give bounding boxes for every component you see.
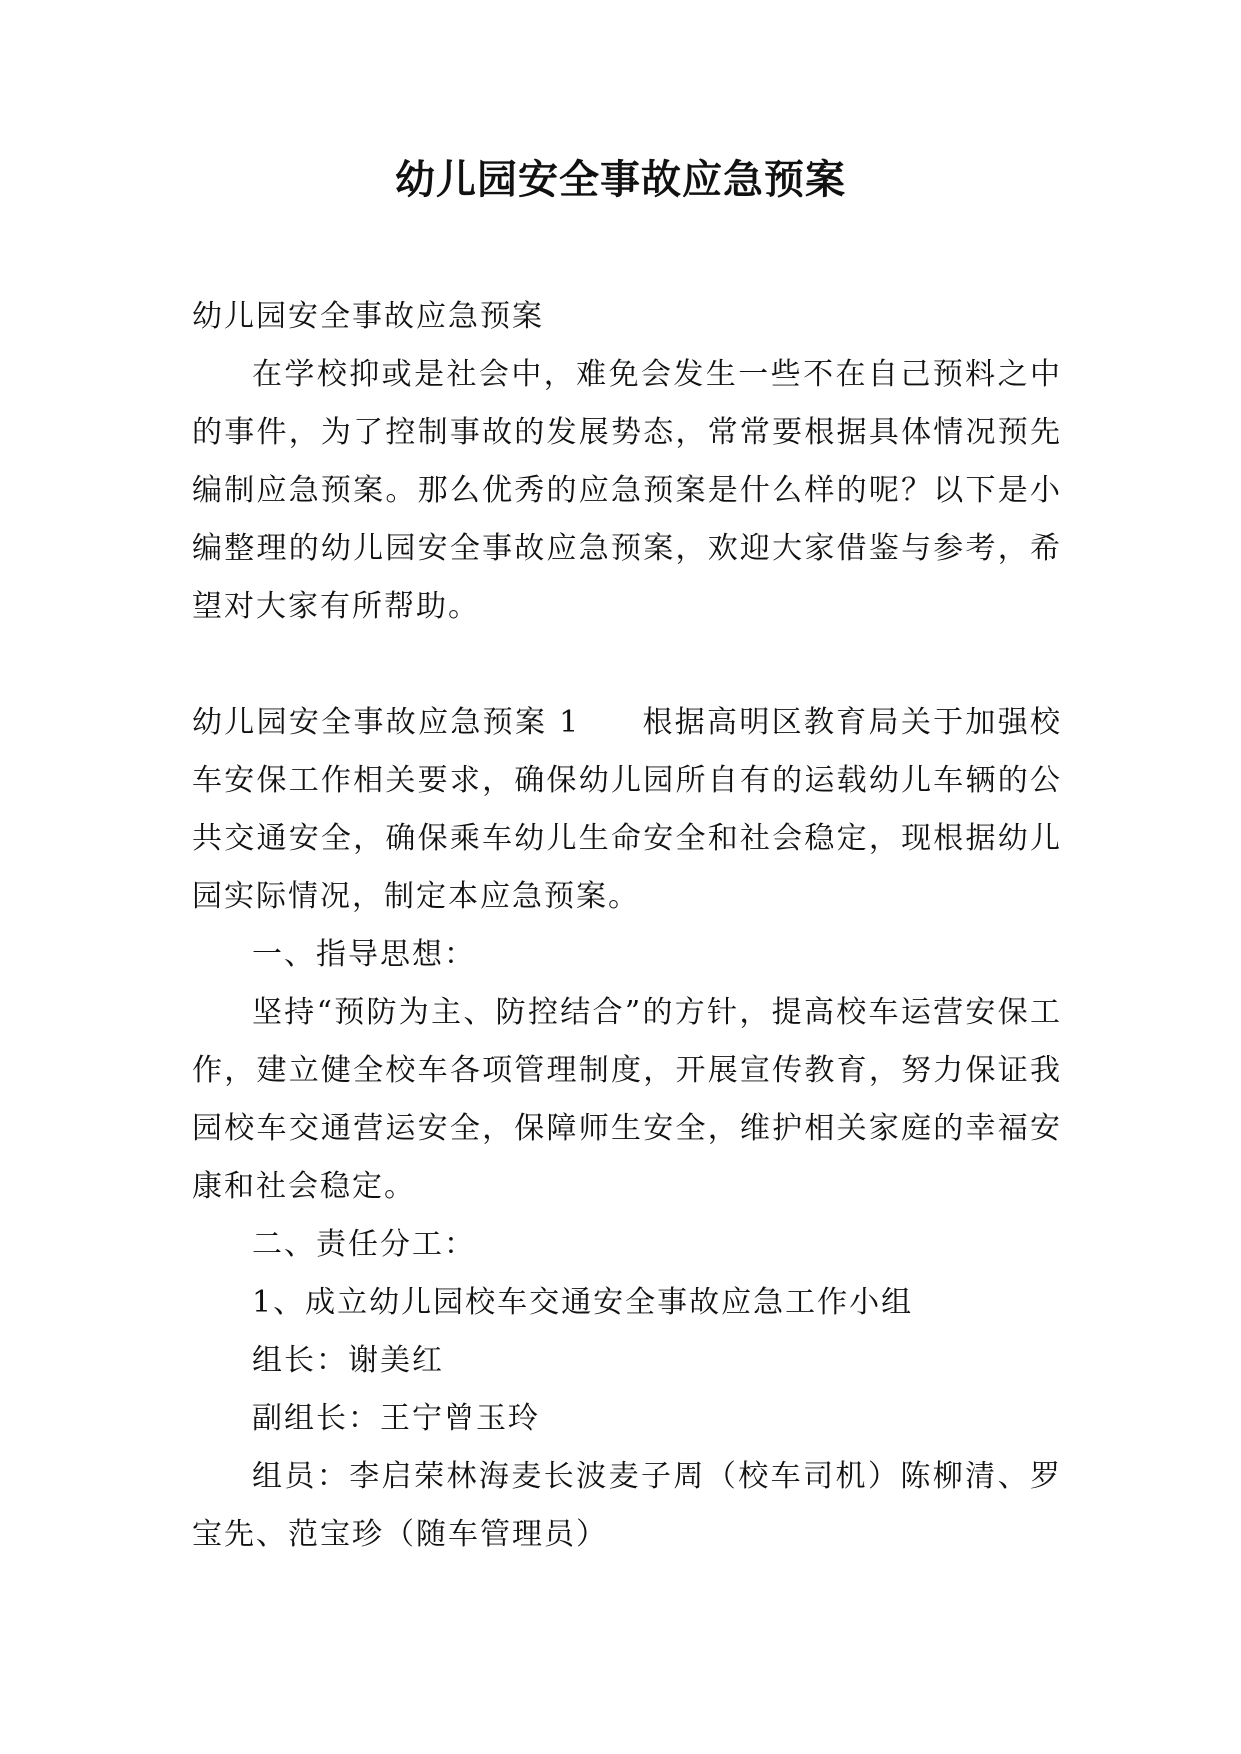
duty-heading: 二、责任分工： — [252, 1227, 476, 1262]
section1-text: 根据高明区教育局关于加强校车安保工作相关要求，确保幼儿园所自有的运载幼儿车辆的公共交通安全，确保乘车幼儿生命安全和社会稳定，现根据幼儿园实际情况，制定本应急预案。 — [192, 705, 1063, 914]
duty-item-1: 1、成立幼儿园校车交通安全事故应急工作小组 — [252, 1285, 914, 1320]
document-title: 幼儿园安全事故应急预案 — [395, 157, 846, 203]
document-subtitle: 幼儿园安全事故应急预案 — [192, 299, 544, 334]
intro-paragraph: 在学校抑或是社会中，难免会发生一些不在自己预料之中的事件，为了控制事故的发展势态，常常要根据具体情况预先编制应急预案。那么优秀的应急预案是什么样的呢？以下是小编整理的幼儿园安全事故应急预案，欢迎大家借鉴与参考，希望对大家有所帮助。 — [192, 357, 1062, 624]
guiding-heading: 一、指导思想： — [252, 937, 476, 972]
section1-heading: 幼儿园安全事故应急预案 1 — [192, 705, 581, 740]
section1-paragraph — [192, 694, 1062, 926]
document-body — [192, 288, 1062, 1564]
group-members: 组员：李启荣林海麦长波麦子周（校车司机）陈柳清、罗宝先、范宝珍（随车管理员） — [192, 1459, 1062, 1552]
guiding-paragraph: 坚持“预防为主、防控结合”的方针，提高校车运营安保工作，建立健全校车各项管理制度，开展宣传教育，努力保证我园校车交通营运安全，保障师生安全，维护相关家庭的幸福安康和社会稳定。 — [192, 995, 1062, 1204]
group-leader: 组长：谢美红 — [252, 1343, 444, 1378]
group-vice-leader: 副组长：王宁曾玉玲 — [252, 1401, 540, 1436]
